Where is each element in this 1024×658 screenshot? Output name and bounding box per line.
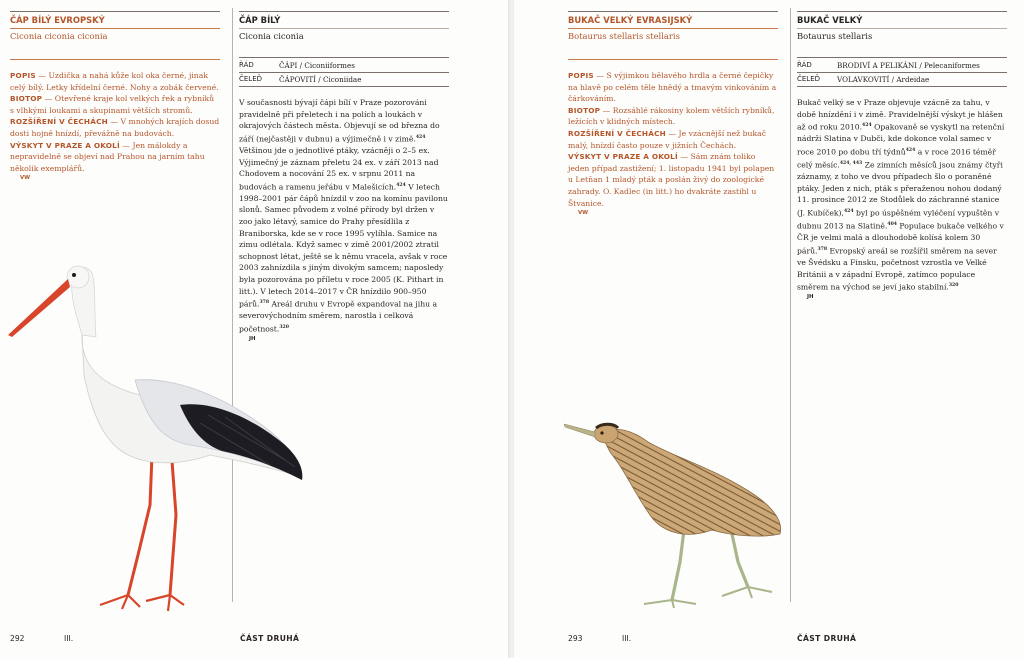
left-species-column bbox=[10, 11, 220, 181]
left-section-number: III. bbox=[64, 634, 74, 643]
right-main-signature: JH bbox=[807, 294, 814, 301]
right-main-column bbox=[797, 11, 1007, 300]
right-page bbox=[514, 0, 1024, 658]
left-main-latin: Ciconia ciconia bbox=[239, 31, 304, 41]
right-main-latin: Botaurus stellaris bbox=[797, 31, 873, 41]
left-taxonomy-table bbox=[239, 59, 449, 87]
right-species-latin: Botaurus stellaris stellaris bbox=[568, 31, 680, 41]
right-species-column bbox=[568, 11, 778, 216]
right-section-number: III. bbox=[622, 634, 632, 643]
left-main-body-text: V současnosti bývají čápi bílí v Praze pozorováni pravidelně při přeletech i na polích a loukách v okrajových částech města. Objevují se od března do září (nejčastěji v dubnu) a výjimečně i v zimě.$^{424}$ Většinou jde o jednotlivé ptáky, vzácněji o 2–5 ex. Výjimečný je záznam přeletu 24 ex. v září 2013 nad Chodovem a nocování 25 ex. v srpnu 2011 na budovách a ramenu jeřábu v Malešicích.$^{424}$ V letech 1998–2001 pár čápů hnízdil v zoo na komínu pavilonu slonů. Samec původem z volné přírody byl držen v zoo jako létavý, samice do Prahy přesídlila z Braniborska, kde se v roce 1995 vylíhla. Samice na zimu odlétala. Když samec v zimě 2001/2002 ztratil schopnost létat, ještě se k němu vracela, avšak v roce 2003 zahnízdila s jiným divokým samcem; naposledy byla pozorována po příletu v roce 2005 (K. Pithart in litt.). V letech 2014–2017 v ČR hnízdilo 900–950 párů.$^{378}$ Areál druhu v Evropě expandoval na jihu a severovýchodním směrem, narostla i celková početnost.$^{320}$ bbox=[239, 98, 448, 334]
left-part-title: ČÁST DRUHÁ bbox=[240, 634, 300, 643]
right-species-description bbox=[568, 70, 778, 209]
desc-paragraph-vyskyt: VÝSKYT V PRAZE A OKOLÍ — Sám znám toliko jeden případ zastižení; 1. listopadu 1941 byl polapen u Letňan 1 mladý pták a poslán živý do zoologické zahrady. O. Kadlec (in litt.) ho dvakráte zastihl u Štvanice. bbox=[568, 152, 775, 208]
left-main-title: ČÁP BÍLÝ bbox=[239, 15, 281, 25]
left-page bbox=[0, 0, 510, 658]
desc-paragraph-popis: POPIS — S výjimkou bělavého hrdla a černé čepičky na hlavě po celém těle hnědý a tmavým vinkováním a čárkováním. bbox=[568, 71, 777, 104]
right-main-body-text: Bukač velký se v Praze objevuje vzácně za tahu, v době hnízdění i v zimě. Pravidelnější výskyt je hlášen až od roku 2010.$^{424}$ Opakovaně se vyskytl na retenční nádrži Slatina v Dubči, kde dokonce volal samec v roce 2010 po dobu tří týdnů$^{424}$ a v roce 2016 téměř celý měsíc.$^{424, 443}$ Ze zimních měsíců jsou známy čtyři záznamy, z toho ve dvou případech šlo o poraněné ptáky. Jeden z nich, pták s přeraženou nohou dodaný 11. prosince 2012 ze Stodůlek do záchranné stanice (J. Kubíček),$^{424}$ byl po úspěšném vyléčení vypuštěn v dubnu 2013 na Slatině.$^{404}$ Populace bukače velkého v ČR je velmi malá a dlouhodobě kolísá kolem 30 párů.$^{378}$ Evropský areál se rozšířil směrem na sever ve Švédsku a Finsku, početnost vzrostla ve Velké Británii a v západní Evropě, zatímco populace směrem na východ se jeví jako stabilní.$^{320}$ bbox=[797, 98, 1005, 292]
right-page-number: 293 bbox=[568, 634, 583, 643]
taxonomy-row-family: ČELEĎ VOLAVKOVITÍ / Ardeidae bbox=[797, 73, 1007, 87]
left-page-number: 292 bbox=[10, 634, 25, 643]
taxonomy-row-family: ČELEĎ ČÁPOVITÍ / Ciconiidae bbox=[239, 73, 449, 87]
right-species-signature: VW bbox=[578, 210, 589, 217]
left-species-signature: VW bbox=[20, 175, 31, 182]
left-species-description bbox=[10, 70, 220, 174]
desc-paragraph-rozsireni: ROZŠÍŘENÍ V ČECHÁCH — Je vzácnější než bukač malý, hnízdí často pouze v jižních Čechách. bbox=[568, 128, 767, 150]
desc-paragraph-biotop: BIOTOP — Otevřené kraje kol velkých řek a rybníků s vlhkými loukami a skupinami větších stromů. bbox=[10, 94, 215, 115]
right-taxonomy-table bbox=[797, 59, 1007, 87]
right-species-title: BUKAČ VELKÝ EVRASIJSKÝ bbox=[568, 15, 693, 25]
right-main-title: BUKAČ VELKÝ bbox=[797, 15, 863, 25]
desc-paragraph-vyskyt: VÝSKYT V PRAZE A OKOLÍ — Jen málokdy a nepravidelně se objeví nad Prahou na jarním tahu několik exemplářů. bbox=[10, 140, 205, 173]
left-species-latin: Ciconia ciconia ciconia bbox=[10, 31, 108, 41]
bittern-illustration bbox=[562, 412, 802, 612]
left-main-signature: JH bbox=[249, 336, 256, 343]
desc-paragraph-rozsireni: ROZŠÍŘENÍ V ČECHÁCH — V mnohých krajích dosud dosti hojně hnízdí, převážně na budovách. bbox=[10, 117, 220, 138]
taxonomy-row-order: ŘÁD BRODIVÍ A PELIKÁNI / Pelecaniformes bbox=[797, 59, 1007, 73]
desc-paragraph-biotop: BIOTOP — Rozsáhlé rákosiny kolem větších rybníků, ležících v klidných místech. bbox=[568, 105, 775, 127]
right-part-title: ČÁST DRUHÁ bbox=[797, 634, 857, 643]
white-stork-illustration bbox=[0, 255, 310, 615]
taxonomy-row-order: ŘÁD ČÁPI / Ciconiiformes bbox=[239, 59, 449, 73]
left-species-title: ČÁP BÍLÝ EVROPSKÝ bbox=[10, 15, 105, 25]
desc-paragraph-popis: POPIS — Uzdička a nahá kůže kol oka černé, jinak celý bílý. Letky křídelní černé. Nohy a zobák červené. bbox=[10, 71, 219, 92]
